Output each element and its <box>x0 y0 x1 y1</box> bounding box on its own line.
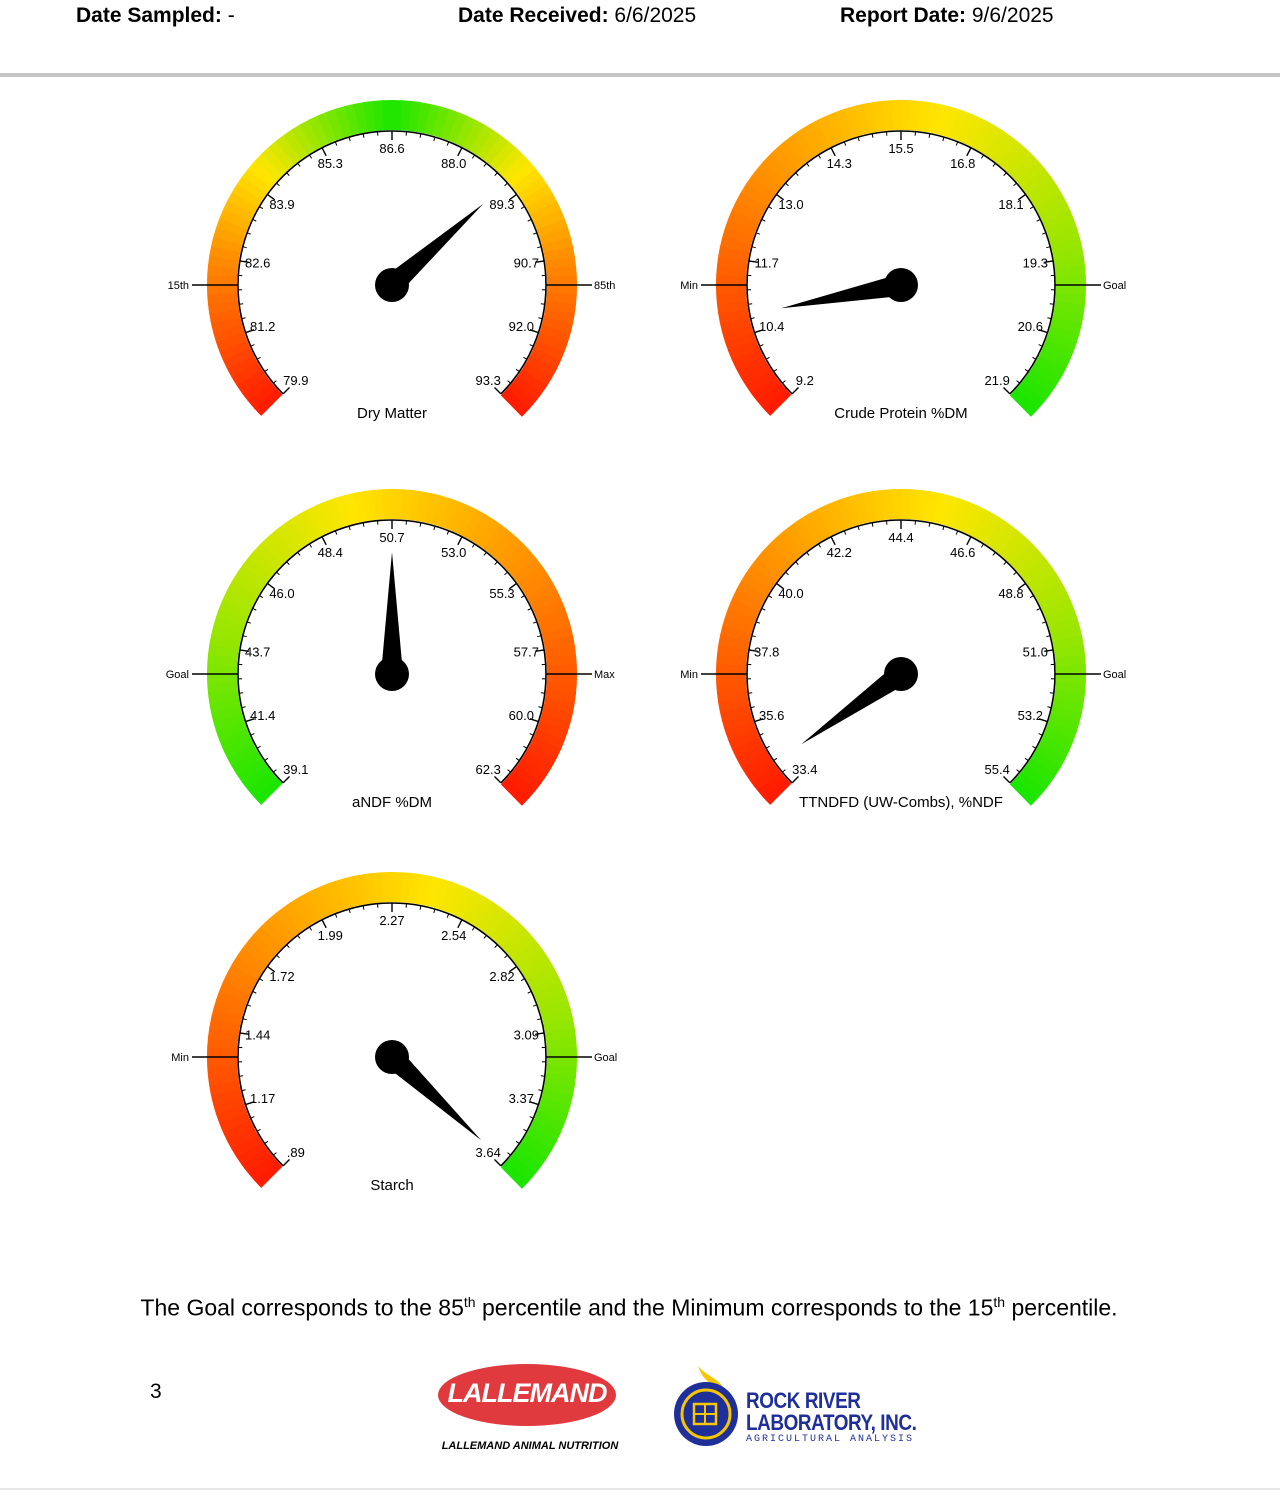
gauge-minor-tick <box>251 345 255 347</box>
gauge-minor-tick <box>782 381 785 384</box>
gauge-minor-tick <box>253 991 257 993</box>
gauge-minor-tick <box>807 163 809 166</box>
gauge-tick <box>967 148 971 156</box>
gauge-minor-tick <box>1017 381 1020 384</box>
date-received-value: 6/6/2025 <box>614 4 697 27</box>
gauge-tick-label: 41.4 <box>250 708 276 724</box>
gauge-hub <box>375 657 409 691</box>
gauge-tick <box>322 537 326 545</box>
gauge-tick <box>322 920 326 928</box>
gauge-minor-tick <box>533 1005 537 1006</box>
gauge-tick-label: 3.64 <box>475 1145 501 1161</box>
gauge-minor-tick <box>251 1117 255 1119</box>
gauge-right-label: Max <box>594 669 615 681</box>
gauge-minor-tick <box>1030 207 1033 209</box>
gauge-band-segment <box>382 489 393 519</box>
gauge-tick <box>283 777 289 783</box>
gauge-tick-label: 93.3 <box>475 373 501 389</box>
gauge-minor-tick <box>259 596 262 598</box>
gauge-minor-tick <box>247 622 251 623</box>
gauge-tick-label: 46.6 <box>950 544 976 560</box>
footnote-sup1: th <box>463 1294 476 1310</box>
gauge-tick-label: 79.9 <box>283 373 309 389</box>
gauge-tick-label: 51.0 <box>1022 644 1048 660</box>
gauge-minor-tick <box>766 746 770 748</box>
gauge-minor-tick <box>1004 562 1007 565</box>
lallemand-subtitle: LALLEMAND ANIMAL NUTRITION <box>441 1440 619 1452</box>
gauge-tick-label: 89.3 <box>489 197 515 213</box>
gauge-tick <box>495 1160 501 1166</box>
gauge-minor-tick <box>844 531 845 535</box>
gauge-minor-tick <box>774 758 777 760</box>
gauge-minor-tick <box>516 758 519 760</box>
gauge-tick-label: 10.4 <box>759 319 785 335</box>
gauge-tick-label: .89 <box>286 1145 305 1161</box>
gauge-hub <box>375 1040 409 1074</box>
gauge-tick-label: 16.8 <box>950 155 976 171</box>
gauge-minor-tick <box>472 927 474 930</box>
gauge-left-label: Min <box>680 669 698 681</box>
gauge-minor-tick <box>1050 693 1054 694</box>
gauge-minor-tick <box>752 636 756 637</box>
gauge-tick <box>458 537 462 545</box>
gauge-minor-tick <box>943 526 944 530</box>
gauge-minor-tick <box>434 137 435 141</box>
rock-river-emblem-icon <box>670 1362 746 1452</box>
gauge-tick-label: 2.54 <box>441 927 467 943</box>
gauge-minor-tick <box>335 914 336 918</box>
gauge-minor-tick <box>265 1141 268 1143</box>
gauge-minor-tick <box>472 544 474 547</box>
gauge-minor-tick <box>785 572 788 575</box>
gauge-minor-tick <box>1032 746 1036 748</box>
gauge-tick-label: 2.27 <box>379 913 405 928</box>
gauge-minor-tick <box>1017 770 1020 773</box>
gauge-minor-tick <box>521 979 524 981</box>
gauge-minor-tick <box>760 345 764 347</box>
gauge-tick-label: 50.7 <box>379 530 405 545</box>
gauge-minor-tick <box>505 955 508 958</box>
gauge-minor-tick <box>956 531 957 535</box>
gauge-minor-tick <box>495 945 498 948</box>
gauge-minor-tick <box>1037 608 1041 610</box>
gauge-tick-label: 1.99 <box>317 927 343 943</box>
gauge-tick-label: 42.2 <box>826 544 852 560</box>
gauge-minor-tick <box>276 572 279 575</box>
lallemand-logo <box>432 1360 628 1460</box>
gauge-tick <box>1004 777 1010 783</box>
gauge-minor-tick <box>1014 572 1017 575</box>
gauge-tick-label: 92.0 <box>508 319 534 335</box>
gauge-minor-tick <box>349 909 350 913</box>
gauge-tick-label: 9.2 <box>795 373 814 389</box>
gauge-minor-tick <box>257 746 261 748</box>
gauge-left-label: 15th <box>167 280 189 292</box>
gauge-minor-tick <box>273 1153 276 1156</box>
gauge-minor-tick <box>239 693 243 694</box>
gauge-minor-tick <box>298 935 300 938</box>
gauge-tick <box>495 388 501 394</box>
gauge-minor-tick <box>309 544 311 547</box>
gauge-minor-tick <box>530 1117 534 1119</box>
gauge-tick-label: 13.0 <box>778 197 804 213</box>
gauge-minor-tick <box>349 137 350 141</box>
gauge-minor-tick <box>276 183 279 186</box>
gauge-tick <box>831 537 835 545</box>
gauge-band-segment <box>382 872 393 902</box>
gauge-left-label: Min <box>171 1052 189 1064</box>
gauge-tick <box>967 537 971 545</box>
gauge-minor-tick <box>756 622 760 623</box>
gauge-minor-tick <box>508 1153 511 1156</box>
gauge-minor-tick <box>434 526 435 530</box>
gauge-minor-tick <box>309 155 311 158</box>
report-date-value: 9/6/2025 <box>971 4 1054 27</box>
gauge-minor-tick <box>782 770 785 773</box>
gauge-minor-tick <box>818 155 820 158</box>
gauge-minor-tick <box>273 381 276 384</box>
gauge-title: aNDF %DM <box>351 794 433 811</box>
gauge-tick-label: 85.3 <box>317 155 343 171</box>
gauge-tick-label: 21.9 <box>984 373 1010 389</box>
gauge-2 <box>166 489 616 811</box>
gauge-left-label: Goal <box>165 669 189 681</box>
gauge-right-label: 85th <box>594 280 616 292</box>
gauge-minor-tick <box>521 596 524 598</box>
gauge-tick <box>831 148 835 156</box>
gauge-minor-tick <box>434 909 435 913</box>
gauge-minor-tick <box>752 247 756 248</box>
gauge-minor-tick <box>247 233 251 234</box>
gauge-minor-tick <box>1046 247 1050 248</box>
gauge-minor-tick <box>251 734 255 736</box>
gauge-tick-label: 40.0 <box>778 586 804 602</box>
gauge-tick-label: 14.3 <box>826 155 852 171</box>
gauge-minor-tick <box>993 552 995 555</box>
gauge-needle <box>381 552 403 674</box>
gauge-minor-tick <box>818 544 820 547</box>
gauge-tick <box>458 920 462 928</box>
gauge-1 <box>680 100 1126 422</box>
gauge-tick-label: 46.0 <box>269 586 295 602</box>
gauge-0 <box>168 100 616 422</box>
gauge-needle <box>781 274 903 308</box>
gauge-tick <box>322 148 326 156</box>
gauge-minor-tick <box>1039 734 1043 736</box>
gauge-minor-tick <box>541 1076 545 1077</box>
gauge-tick-label: 35.6 <box>759 708 785 724</box>
gauge-minor-tick <box>516 369 519 371</box>
gauge-tick-label: 43.7 <box>245 644 271 660</box>
gauge-tick-label: 55.4 <box>984 762 1010 778</box>
gauge-minor-tick <box>265 758 268 760</box>
gauge-tick <box>1004 388 1010 394</box>
gauge-tick-label: 57.7 <box>513 644 539 660</box>
footnote-part3: percentile. <box>1005 1294 1118 1321</box>
gauge-minor-tick <box>756 233 760 234</box>
gauge-minor-tick <box>335 142 336 146</box>
gauge-minor-tick <box>530 734 534 736</box>
gauge-minor-tick <box>505 572 508 575</box>
gauge-minor-tick <box>768 596 771 598</box>
gauge-minor-tick <box>993 163 995 166</box>
gauge-minor-tick <box>243 636 247 637</box>
gauge-minor-tick <box>484 163 486 166</box>
gauge-minor-tick <box>748 304 752 305</box>
gauge-minor-tick <box>505 183 508 186</box>
gauge-minor-tick <box>807 552 809 555</box>
gauge-tick-label: 39.1 <box>283 762 309 778</box>
gauge-minor-tick <box>1030 596 1033 598</box>
gauge-minor-tick <box>239 304 243 305</box>
gauge-title: TTNDFD (UW-Combs), %NDF <box>799 794 1003 811</box>
footnote <box>0 1294 1258 1322</box>
gauge-tick-label: 55.3 <box>489 586 515 602</box>
gauge-minor-tick <box>528 219 532 221</box>
gauge-tick-label: 90.7 <box>513 255 539 271</box>
gauge-minor-tick <box>523 746 527 748</box>
gauge-tick-label: 48.4 <box>317 544 343 560</box>
gauge-tick-label: 86.6 <box>379 141 405 156</box>
gauge-minor-tick <box>239 1076 243 1077</box>
gauge-minor-tick <box>537 636 541 637</box>
gauge-4 <box>171 872 617 1194</box>
gauge-minor-tick <box>762 219 766 221</box>
gauge-title: Crude Protein %DM <box>834 405 968 422</box>
gauge-tick-label: 33.4 <box>792 762 818 778</box>
gauge-minor-tick <box>533 233 537 234</box>
gauge-minor-tick <box>298 163 300 166</box>
gauge-tick-label: 88.0 <box>441 155 467 171</box>
gauge-minor-tick <box>287 562 290 565</box>
gauge-minor-tick <box>335 531 336 535</box>
gauge-tick-label: 60.0 <box>508 708 534 724</box>
gauge-minor-tick <box>257 357 261 359</box>
gauge-tick <box>458 148 462 156</box>
gauge-minor-tick <box>774 369 777 371</box>
gauge-minor-tick <box>748 693 752 694</box>
date-received-label: Date Received: <box>458 4 609 27</box>
bottom-divider <box>0 1488 1280 1490</box>
gauge-minor-tick <box>273 770 276 773</box>
gauge-minor-tick <box>785 183 788 186</box>
gauge-minor-tick <box>257 1129 261 1131</box>
gauge-minor-tick <box>1042 622 1046 623</box>
gauge-minor-tick <box>243 1019 247 1020</box>
gauge-minor-tick <box>472 155 474 158</box>
gauge-hub <box>375 268 409 302</box>
gauge-minor-tick <box>484 552 486 555</box>
gauge-minor-tick <box>1050 304 1054 305</box>
gauge-minor-tick <box>523 357 527 359</box>
gauge-minor-tick <box>1032 357 1036 359</box>
gauge-minor-tick <box>523 1129 527 1131</box>
gauge-tick-label: 83.9 <box>269 197 295 213</box>
gauge-minor-tick <box>530 345 534 347</box>
gauge-minor-tick <box>528 608 532 610</box>
gauge-tick-label: 1.17 <box>250 1091 276 1107</box>
rock-river-subtitle: AGRICULTURAL ANALYSIS <box>746 1434 915 1445</box>
gauge-minor-tick <box>253 608 257 610</box>
gauge-minor-tick <box>796 562 799 565</box>
gauge-right-label: Goal <box>1103 669 1127 681</box>
gauge-minor-tick <box>844 142 845 146</box>
gauge-minor-tick <box>516 1141 519 1143</box>
gauge-minor-tick <box>349 526 350 530</box>
gauge-tick-label: 20.6 <box>1017 319 1043 335</box>
gauge-minor-tick <box>495 173 498 176</box>
gauge-minor-tick <box>981 155 983 158</box>
gauge-tick-label: 11.7 <box>754 255 779 271</box>
gauge-minor-tick <box>796 173 799 176</box>
footnote-part1: The Goal corresponds to the 85 <box>140 1294 464 1321</box>
gauge-minor-tick <box>243 247 247 248</box>
gauge-minor-tick <box>1037 219 1041 221</box>
gauge-tick <box>792 777 798 783</box>
gauge-minor-tick <box>537 247 541 248</box>
gauge-tick-label: 53.0 <box>441 544 467 560</box>
gauge-minor-tick <box>495 562 498 565</box>
gauge-tick-label: 37.8 <box>754 644 780 660</box>
gauge-minor-tick <box>956 142 957 146</box>
gauge-minor-tick <box>1025 369 1028 371</box>
gauge-tick-label: 62.3 <box>475 762 501 778</box>
gauge-minor-tick <box>309 927 311 930</box>
gauge-title: Starch <box>370 1177 414 1194</box>
gauge-tick <box>283 388 289 394</box>
page-number: 3 <box>150 1380 162 1403</box>
report-date-label: Report Date: <box>840 4 967 27</box>
gauge-minor-tick <box>287 945 290 948</box>
footnote-part2: percentile and the Minimum corresponds to the 15 <box>475 1294 994 1321</box>
gauge-minor-tick <box>484 935 486 938</box>
gauge-minor-tick <box>858 526 859 530</box>
gauge-hub <box>884 268 918 302</box>
gauge-tick-label: 18.1 <box>998 197 1024 213</box>
rock-river-line1: ROCK RIVER <box>746 1388 861 1413</box>
gauge-tick-label: 2.82 <box>489 969 515 985</box>
gauge-hub <box>884 657 918 691</box>
gauge-tick-label: 81.2 <box>250 319 276 335</box>
gauge-minor-tick <box>858 137 859 141</box>
gauge-minor-tick <box>287 173 290 176</box>
gauge-3 <box>680 489 1126 811</box>
gauge-minor-tick <box>528 991 532 993</box>
gauge-tick-label: 82.6 <box>245 255 271 271</box>
gauge-minor-tick <box>447 914 448 918</box>
gauge-minor-tick <box>981 544 983 547</box>
gauge-minor-tick <box>508 381 511 384</box>
gauge-minor-tick <box>768 207 771 209</box>
gauge-minor-tick <box>508 770 511 773</box>
gauge-minor-tick <box>1042 233 1046 234</box>
gauge-minor-tick <box>298 552 300 555</box>
gauge-minor-tick <box>766 357 770 359</box>
gauge-band-segment <box>891 100 902 130</box>
date-sampled-value: - <box>227 4 235 27</box>
gauge-minor-tick <box>521 207 524 209</box>
gauge-minor-tick <box>1025 758 1028 760</box>
gauge-minor-tick <box>541 304 545 305</box>
gauge-right-label: Goal <box>594 1052 618 1064</box>
lallemand-name: LALLEMAND <box>447 1378 607 1408</box>
gauge-tick <box>792 388 798 394</box>
gauge-minor-tick <box>447 142 448 146</box>
gauge-minor-tick <box>762 608 766 610</box>
gauge-band-segment <box>891 489 902 519</box>
gauge-left-label: Min <box>680 280 698 292</box>
gauge-minor-tick <box>253 219 257 221</box>
gauge-tick-label: 44.4 <box>888 530 914 545</box>
gauge-minor-tick <box>265 369 268 371</box>
gauge-tick <box>495 777 501 783</box>
gauge-right-label: Goal <box>1103 280 1127 292</box>
gauge-tick-label: 48.8 <box>998 586 1024 602</box>
gauge-tick-label: 19.3 <box>1022 255 1048 271</box>
gauge-minor-tick <box>1014 183 1017 186</box>
date-sampled-label: Date Sampled: <box>76 4 222 27</box>
gauge-minor-tick <box>760 734 764 736</box>
gauge-minor-tick <box>537 1019 541 1020</box>
footnote-sup2: th <box>993 1294 1006 1310</box>
gauge-minor-tick <box>1004 173 1007 176</box>
gauge-tick-label: 15.5 <box>888 141 914 156</box>
gauge-tick-label: 3.09 <box>513 1027 539 1043</box>
gauge-minor-tick <box>276 955 279 958</box>
gauge-tick-label: 1.44 <box>245 1027 271 1043</box>
gauge-band-segment <box>382 100 393 130</box>
gauge-tick-label: 1.72 <box>269 969 295 985</box>
gauge-tick-label: 3.37 <box>508 1091 534 1107</box>
rock-river-logo <box>670 1362 917 1452</box>
gauge-minor-tick <box>247 1005 251 1006</box>
gauge-minor-tick <box>447 531 448 535</box>
gauge-minor-tick <box>1046 636 1050 637</box>
gauge-title: Dry Matter <box>356 405 428 422</box>
gauge-tick <box>283 1160 289 1166</box>
gauge-minor-tick <box>1039 345 1043 347</box>
gauge-minor-tick <box>259 207 262 209</box>
rock-river-line2: LABORATORY, INC. <box>746 1410 917 1435</box>
gauge-minor-tick <box>259 979 262 981</box>
gauge-minor-tick <box>943 137 944 141</box>
gauge-minor-tick <box>541 693 545 694</box>
gauge-minor-tick <box>533 622 537 623</box>
gauge-tick-label: 53.2 <box>1017 708 1043 724</box>
